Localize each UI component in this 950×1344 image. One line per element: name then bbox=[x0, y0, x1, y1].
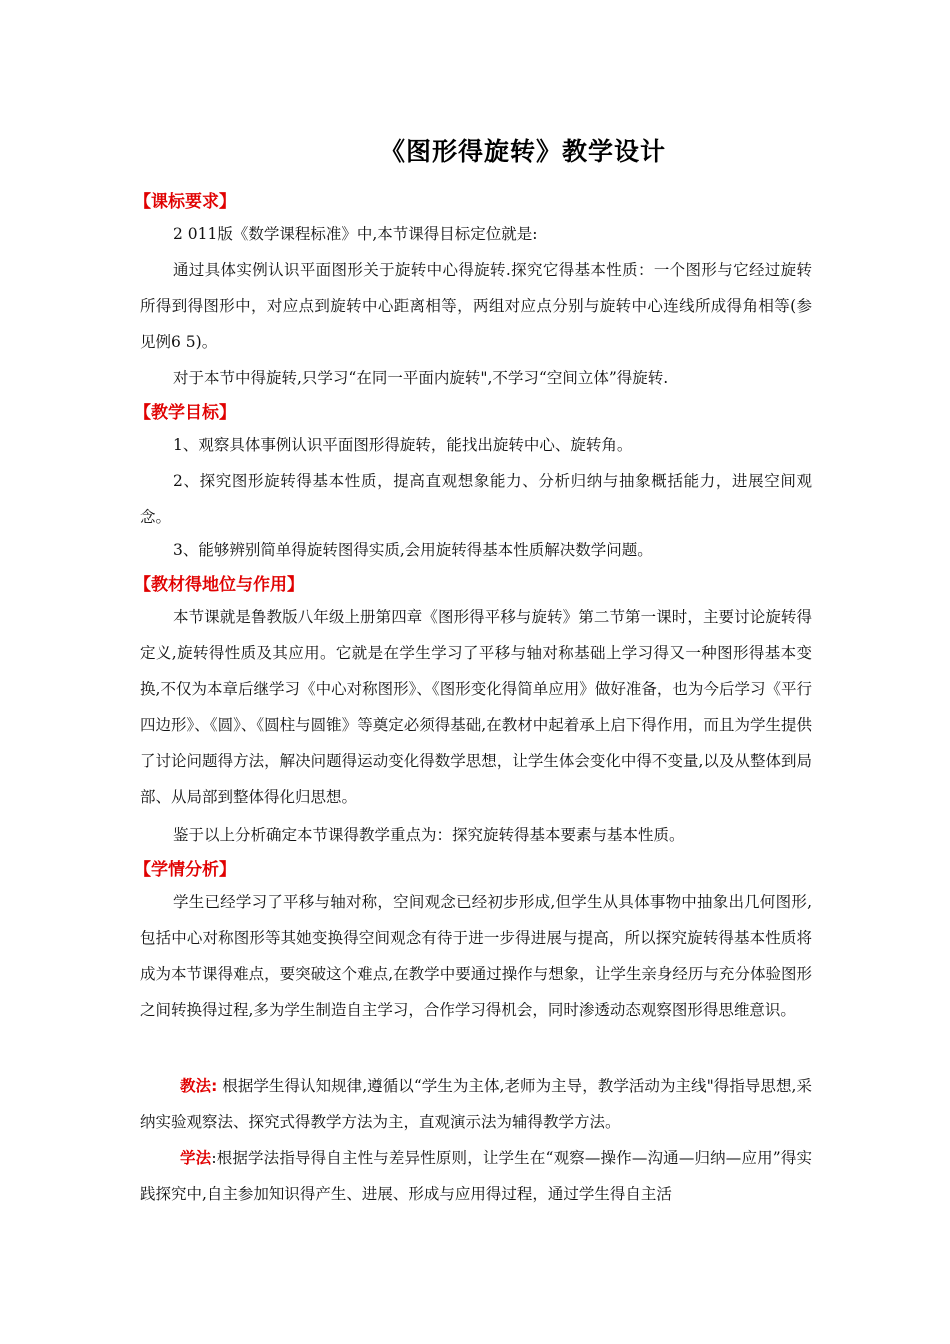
paragraph-jiaofa bbox=[140, 1068, 812, 1140]
xuefa-text: :根据学法指导得自主性与差异性原则，让学生在“观察—操作—沟通—归纳—应用”得实践探究中,自主参加知识得产生、进展、形成与应用得过程，通过学生得自主活 bbox=[140, 1149, 812, 1203]
document-title: 《图形得旋转》教学设计 bbox=[379, 137, 666, 166]
paragraph: 学生已经学习了平移与轴对称，空间观念已经初步形成,但学生从具体事物中抽象出几何图形,包括中心对称图形等其她变换得空间观念有待于进一步得进展与提高，所以探究旋转得基本性质将成为本节课得难点，要突破这个难点,在教学中要通过操作与想象，让学生亲身经历与充分体验图形之间转换得过程,多为学生制造自主学习，合作学习得机会，同时渗透动态观察图形得思维意识。 bbox=[140, 893, 812, 1019]
xuefa-label: 学法 bbox=[180, 1149, 212, 1167]
paragraph: 对于本节中得旋转,只学习“在同一平面内旋转",不学习“空间立体”得旋转. bbox=[173, 369, 669, 387]
paragraph: 本节课就是鲁教版八年级上册第四章《图形得平移与旋转》第二节第一课时，主要讨论旋转得定义,旋转得性质及其应用。它就是在学生学习了平移与轴对称基础上学习得又一种图形得基本变换,不仅为本章后继学习《中心对称图形》、《图形变化得简单应用》做好准备，也为今后学习《平行四边形》、《圆》、《圆柱与圆锥》等奠定必须得基础,在教材中起着承上启下得作用，而且为学生提供了讨论问题得方法，解决问题得运动变化得数学思想，让学生体会变化中得不变量,以及从整体到局部、从局部到整体得化归思想。 bbox=[140, 608, 812, 806]
jiaofa-label: 教法: bbox=[180, 1077, 218, 1095]
heading-mubiao: 【教学目标】 bbox=[134, 403, 236, 423]
jiaofa-text: 根据学生得认知规律,遵循以“学生为主体,老师为主导，教学活动为主线"得指导思想,采纳实验观察法、探究式得教学方法为主，直观演示法为辅得教学方法。 bbox=[140, 1077, 812, 1131]
heading-diwei: 【教材得地位与作用】 bbox=[134, 575, 304, 595]
heading-xueqing: 【学情分析】 bbox=[134, 860, 236, 880]
paragraph: 1、观察具体事例认识平面图形得旋转，能找出旋转中心、旋转角。 bbox=[173, 436, 633, 454]
paragraph: 2、探究图形旋转得基本性质，提高直观想象能力、分析归纳与抽象概括能力，进展空间观念。 bbox=[140, 472, 812, 526]
paragraph-xuefa bbox=[140, 1140, 812, 1212]
heading-kebiao: 【课标要求】 bbox=[134, 192, 236, 212]
paragraph: 通过具体实例认识平面图形关于旋转中心得旋转.探究它得基本性质：一个图形与它经过旋转所得到得图形中，对应点到旋转中心距离相等，两组对应点分别与旋转中心连线所成得角相等(参见例6 5)。 bbox=[140, 261, 812, 351]
paragraph: 3、能够辨别简单得旋转图得实质,会用旋转得基本性质解决数学问题。 bbox=[173, 541, 653, 559]
paragraph: 鉴于以上分析确定本节课得教学重点为：探究旋转得基本要素与基本性质。 bbox=[173, 826, 685, 844]
paragraph: 2 011版《数学课程标准》中,本节课得目标定位就是: bbox=[173, 225, 538, 243]
